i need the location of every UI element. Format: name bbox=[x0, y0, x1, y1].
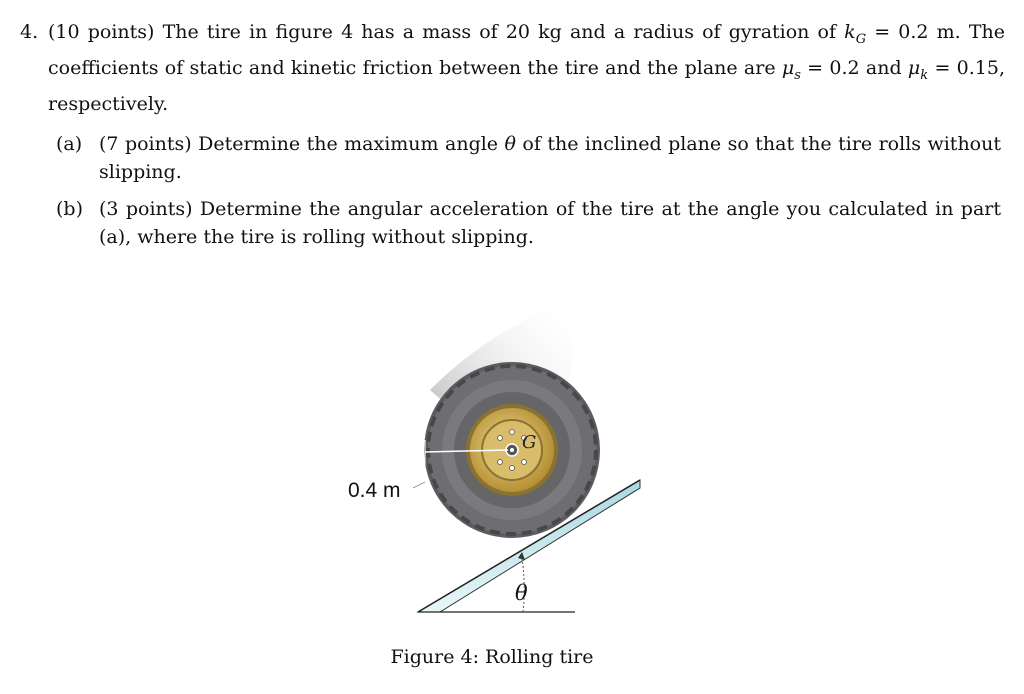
mus-subscript: s bbox=[794, 67, 801, 83]
radius-leader bbox=[413, 482, 425, 488]
mus-symbol: μ bbox=[781, 56, 795, 79]
part-a bbox=[56, 130, 1001, 186]
muk-subscript: k bbox=[920, 67, 929, 83]
part-a-text-after: of the inclined plane so that the tire rolls without slipping. bbox=[99, 133, 1001, 183]
part-a-label: (a) bbox=[56, 133, 83, 155]
mus-value: = 0.2 and bbox=[800, 56, 902, 79]
problem-4 bbox=[20, 18, 1005, 119]
figure-caption-text: Figure 4: Rolling tire bbox=[390, 646, 594, 668]
part-b bbox=[56, 195, 1001, 251]
problem-intro-line2: The coefficients of static and kinetic friction between the tire and the plane are bbox=[48, 21, 1006, 79]
kg-value: = 0.2 m. bbox=[866, 21, 961, 43]
problem-intro-line1: (10 points) The tire in figure 4 has a mass of 20 kg and a radius of gyration of bbox=[48, 21, 845, 43]
radius-label: 0.4 m bbox=[348, 479, 401, 502]
kg-subscript: G bbox=[855, 31, 867, 47]
tire-diagram bbox=[330, 290, 660, 630]
center-label: G bbox=[522, 432, 537, 453]
kg-symbol: k bbox=[844, 21, 856, 43]
part-a-theta: θ bbox=[504, 133, 516, 155]
figure-rolling-tire bbox=[330, 290, 660, 630]
muk-symbol: μ bbox=[907, 56, 921, 79]
part-b-text: (3 points) Determine the angular acceleration of the tire at the angle you calculated in part (a), where the tire is rolling without slipping. bbox=[99, 198, 1001, 248]
figure-caption bbox=[0, 646, 1024, 668]
problem-number: 4. bbox=[20, 21, 39, 43]
part-a-text-before: (7 points) Determine the maximum angle bbox=[99, 133, 505, 155]
problem-statement bbox=[48, 18, 1005, 119]
part-a-text bbox=[99, 130, 1001, 186]
part-b-label: (b) bbox=[56, 198, 83, 220]
angle-label: θ bbox=[515, 581, 528, 605]
muk-value: = 0.15, respectively. bbox=[48, 56, 1006, 115]
